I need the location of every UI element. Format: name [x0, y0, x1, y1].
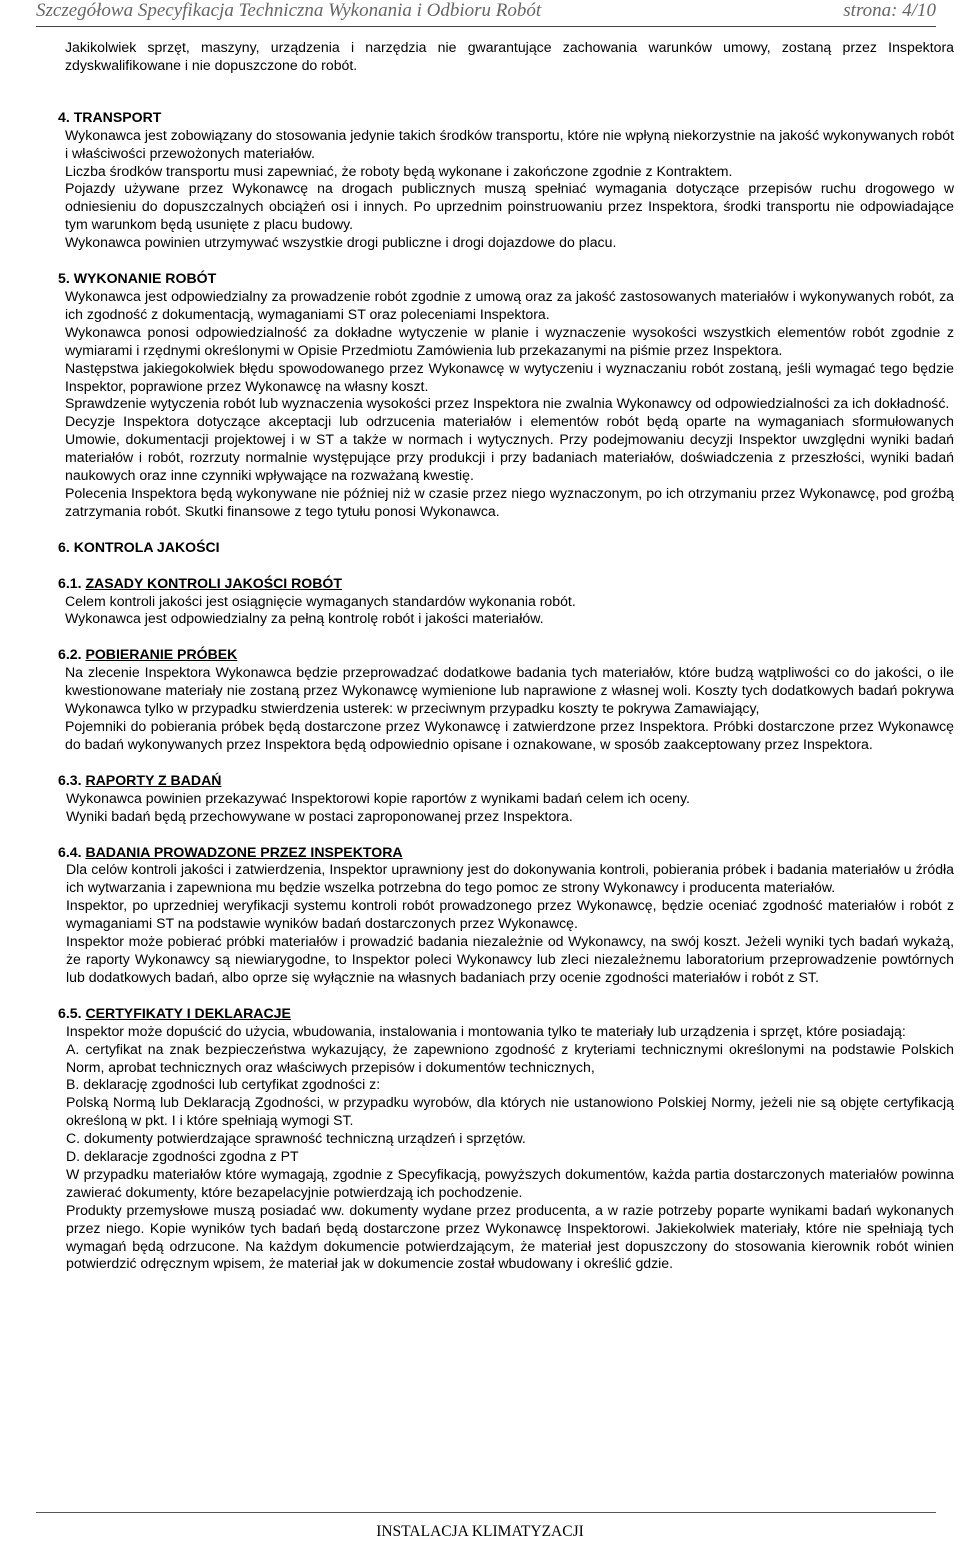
section-title: WYKONANIE ROBÓT — [73, 270, 217, 287]
section-title: POBIERANIE PRÓBEK — [85, 646, 238, 663]
list-item-c: C. dokumenty potwierdzające sprawność techniczną urządzeń i sprzętów. — [66, 1130, 526, 1147]
paragraph: Inspektor może dopuścić do użycia, wbudowania, instalowania i montowania tylko te materiały lub urządzenia i sprzęt, które posiadają: — [66, 1022, 906, 1039]
paragraph: Na zlecenie Inspektora Wykonawca będzie przeprowadzać dodatkowe badania tych materiałów, które budzą wątpliwości co do jakości, o ile kwestionowane materiały nie zostaną przez Wykonawcę wymienione lub naprawione z własnej woli. Koszty tych dodatkowych badań pokrywa Wykonawca tylko w przypadku stwierdzenia usterek: w przeciwnym przypadku koszty te pokrywa Zamawiający, — [65, 664, 954, 717]
page-number: strona: 4/10 — [843, 0, 936, 21]
section-title: ZASADY KONTROLI JAKOŚCI ROBÓT — [85, 574, 343, 591]
section-number: 6. — [58, 538, 70, 555]
paragraph: Liczba środków transportu musi zapewniać, że roboty będą wykonane i zakończone zgodnie z Kontraktem. — [65, 162, 733, 179]
section-6-5-heading — [58, 1005, 954, 1023]
section-6-4-heading — [58, 844, 954, 862]
section-6-1-heading — [58, 575, 954, 593]
header-divider — [36, 26, 936, 27]
document-body — [58, 39, 954, 1273]
paragraph: Produkty przemysłowe muszą posiadać ww. dokumenty wydane przez producenta, a w razie potrzeby poparte wynikami badań wykonanych przez niego. Kopie wyników tych badań będą dostarczone przez Wykonawcę Inspektorowi. Jakiekolwiek materiały, które nie spełniają tych wymagań będą odrzucone. Na każdym dokumencie potwierdzającym, że materiał jest dopuszczony do stosowania kierownik robót winien potwierdzić odręcznym wpisem, że materiał jak w dokumencie został wbudowany i określić gdzie. — [66, 1201, 954, 1272]
paragraph: Dla celów kontroli jakości i zatwierdzenia, Inspektor uprawniony jest do dokonywania kontroli, pobierania próbek i badania materiałów u źródła ich wytwarzania i zapewniona mu będzie wszelka potrzebna do tego pomoc ze strony Wykonawcy i producenta materiałów. — [66, 861, 954, 896]
paragraph: Celem kontroli jakości jest osiągnięcie wymaganych standardów wykonania robót. — [65, 592, 576, 609]
section-title: BADANIA PROWADZONE PRZEZ INSPEKTORA — [85, 843, 403, 860]
paragraph: Sprawdzenie wytyczenia robót lub wyznaczenia wysokości przez Inspektora nie zwalnia Wykonawcy od odpowiedzialności za ich dokładność. — [65, 395, 950, 412]
section-6-2-heading — [58, 646, 954, 664]
list-item-d: D. deklaracje zgodności zgodna z PT — [66, 1148, 299, 1165]
paragraph: Wykonawca jest odpowiedzialny za prowadzenie robót zgodnie z umową oraz za jakość zastosowanych materiałów i wykonywanych robót, za ich zgodność z dokumentacją, wymaganiami ST oraz poleceniami Inspektora. — [65, 287, 954, 322]
paragraph: Inspektor, po uprzedniej weryfikacji systemu kontroli robót prowadzonego przez Wykonawcę, będzie oceniać zgodność materiałów i robót z wymaganiami ST na podstawie wyników badań dostarczonych przez Wykonawcę. — [66, 897, 954, 932]
page-header — [36, 0, 936, 24]
paragraph: Pojemniki do pobierania próbek będą dostarczone przez Wykonawcę i zatwierdzone przez Inspektora. Próbki dostarczone przez Wykonawcę do badań wykonywanych przez Inspektora będą odpowiednio opisane i oznakowane, w sposób zaakceptowany przez Inspektora. — [65, 718, 954, 752]
paragraph: Polecenia Inspektora będą wykonywane nie później niż w czasie przez niego wyznaczonym, po ich otrzymaniu przez Wykonawcę, pod groźbą zatrzymania robót. Skutki finansowe z tego tytułu ponosi Wykonawca. — [65, 484, 954, 519]
paragraph: Następstwa jakiegokolwiek błędu spowodowanego przez Wykonawcę w wytyczeniu i wyznaczaniu robót zostaną, jeśli wymagać tego będzie Inspektor, poprawione przez Wykonawcę na własny koszt. — [65, 359, 954, 394]
section-6-heading — [58, 539, 954, 557]
section-title: KONTROLA JAKOŚCI — [73, 538, 220, 555]
intro-paragraph: Jakikolwiek sprzęt, maszyny, urządzenia i narzędzia nie gwarantujące zachowania warunków umowy, zostaną przez Inspektora zdyskwalifikowane i nie dopuszczone do robót. — [65, 39, 954, 73]
section-title: RAPORTY Z BADAŃ — [85, 771, 222, 788]
paragraph: Wykonawca jest odpowiedzialny za pełną kontrolę robót i jakości materiałów. — [65, 610, 544, 627]
page-footer: INSTALACJA KLIMATYZACJI — [376, 1523, 584, 1540]
paragraph: Wykonawca powinien utrzymywać wszystkie drogi publiczne i drogi dojazdowe do placu. — [65, 234, 617, 251]
paragraph: W przypadku materiałów które wymagają, zgodnie z Specyfikacją, powyższych dokumentów, każda partia dostarczonych materiałów powinna zawierać dokumenty, które bezapelacyjnie potwierdzają ich pochodzenie. — [66, 1165, 954, 1200]
paragraph: Wyniki badań będą przechowywane w postaci zaproponowanej przez Inspektora. — [66, 807, 573, 824]
section-number: 6.1. — [58, 574, 82, 591]
document-title: Szczegółowa Specyfikacja Techniczna Wykonania i Odbioru Robót — [36, 0, 542, 21]
paragraph: Wykonawca jest zobowiązany do stosowania jedynie takich środków transportu, które nie wpłyną niekorzystnie na jakość wykonywanych robót i właściwości przewożonych materiałów. — [65, 126, 954, 161]
section-title: CERTYFIKATY I DEKLARACJE — [85, 1004, 291, 1021]
section-number: 6.5. — [58, 1004, 82, 1021]
section-4-heading — [58, 109, 954, 127]
paragraph: Inspektor może pobierać próbki materiałów i prowadzić badania niezależnie od Wykonawcy, na swój koszt. Jeżeli wyniki tych badań wykażą, że raporty Wykonawcy są niewiarygodne, to Inspektor poleci Wykonawcy lub zleci niezależnemu laboratorium przeprowadzenie powtórnych lub dodatkowych badań, albo oprze się wyłącznie na własnych badaniach przy ocenie zgodności materiałów i robót z ST. — [66, 933, 954, 985]
section-number: 6.4. — [58, 843, 82, 860]
paragraph: Wykonawca ponosi odpowiedzialność za dokładne wytyczenie w planie i wyznaczenie wysokości wszystkich elementów robót zgodnie z wymiarami i rzędnymi określonymi w Opisie Przedmiotu Zamówienia lub przekazanymi na piśmie przez Inspektora. — [65, 323, 954, 358]
list-item-b: B. deklarację zgodności lub certyfikat zgodności z: — [66, 1076, 381, 1093]
list-item-a: A. certyfikat na znak bezpieczeństwa wykazujący, że zapewniono zgodność z kryteriami technicznymi określonymi na podstawie Polskich Norm, aprobat technicznych oraz właściwych przepisów i dokumentów technicznych, — [66, 1040, 954, 1075]
paragraph: Wykonawca powinien przekazywać Inspektorowi kopie raportów z wynikami badań celem ich oceny. — [66, 789, 690, 806]
section-number: 6.3. — [58, 771, 82, 788]
section-number: 6.2. — [58, 646, 82, 663]
section-number: 4. — [58, 108, 70, 125]
paragraph: Polską Normą lub Deklaracją Zgodności, w przypadku wyrobów, dla których nie ustanowiono Polskiej Normy, jeżeli nie są objęte certyfikacją określoną w pkt. I i które spełniają wymogi ST. — [66, 1094, 954, 1129]
paragraph: Decyzje Inspektora dotyczące akceptacji lub odrzucenia materiałów i elementów robót będą oparte na wymaganiach sformułowanych Umowie, dokumentacji projektowej i w ST a także w normach i wytycznych. Przy podejmowaniu decyzji Inspektor uwzględni wyniki badań materiałów i robót, rozrzuty normalnie występujące przy produkcji i przy badaniach materiałów, doświadczenia z przeszłości, wyniki badań naukowych oraz inne czynniki wpływające na rozważaną kwestię. — [65, 413, 954, 484]
section-5-heading — [58, 270, 954, 288]
paragraph: Pojazdy używane przez Wykonawcę na drogach publicznych muszą spełniać wymagania dotyczące przepisów ruchu drogowego w odniesieniu do dopuszczalnych obciążeń osi i innych. Po uprzednim poinstruowaniu przez Inspektora, środki transportu nie odpowiadające tym warunkom będą usunięte z placu budowy. — [65, 180, 954, 233]
section-6-3-heading — [58, 772, 954, 790]
section-number: 5. — [58, 270, 70, 287]
section-title: TRANSPORT — [73, 108, 162, 125]
footer-divider — [36, 1512, 936, 1513]
